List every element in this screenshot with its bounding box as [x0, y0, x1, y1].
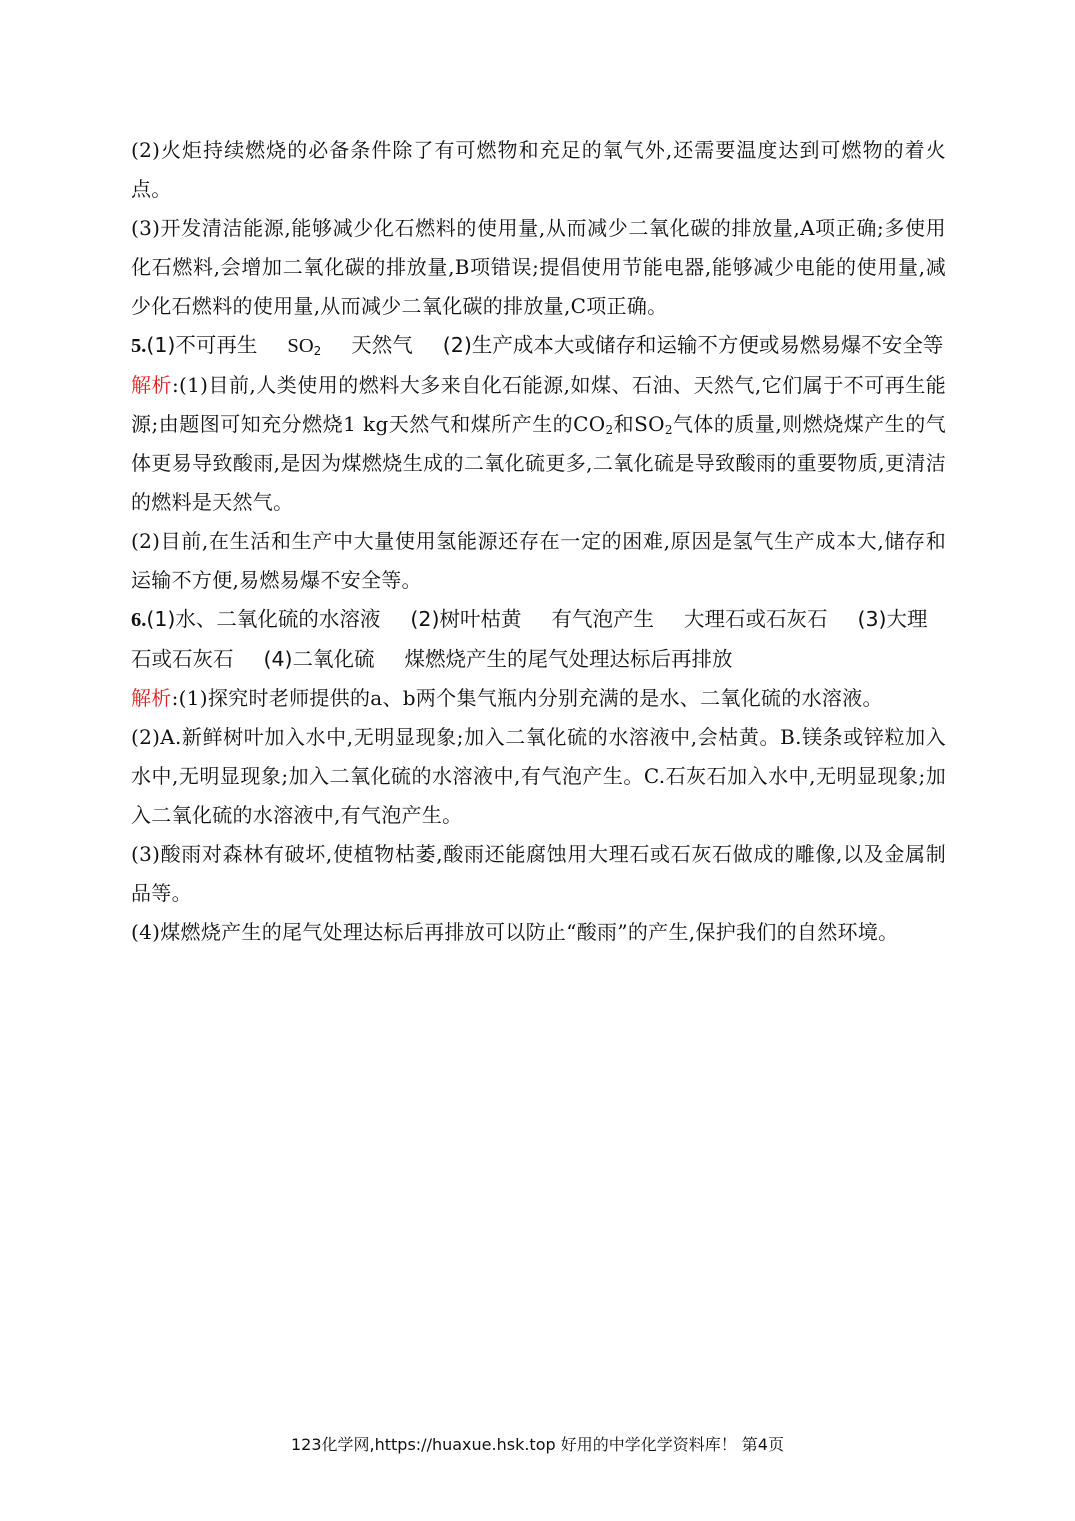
answer-part: (2)生产成本大或储存和运输不方便或易燃易爆不安全等: [442, 333, 944, 357]
page-footer: 123化学网,https://huaxue.hsk.top 好用的中学化学资料库！ 第4页: [290, 1435, 784, 1454]
explanation-q5-2: (2)目前,在生活和生产中大量使用氢能源还存在一定的困难,原因是氢气生产成本大,储存和运输不方便,易燃易爆不安全等。: [131, 529, 946, 592]
paragraph-q4-3: (3)开发清洁能源,能够减少化石燃料的使用量,从而减少二氧化碳的排放量,A项正确;多使用化石燃料,会增加二氧化碳的排放量,B项错误;提倡使用节能电器,能够减少电能的使用量,减少化石燃料的使用量,从而减少二氧化碳的排放量,C项正确。: [131, 216, 946, 318]
answer-part: (1)水、二氧化硫的水溶液: [146, 607, 381, 631]
answer-part: 大理石或石灰石: [683, 607, 828, 631]
answer-part: (3)大理石或石灰石: [131, 607, 928, 671]
answer-part: 有气泡产生: [551, 607, 654, 631]
answer-part: (1)不可再生: [146, 333, 258, 357]
answer-part: 天然气: [351, 333, 413, 357]
answer-part: (4)二氧化硫: [263, 647, 375, 671]
explanation-q6-3: (3)酸雨对森林有破坏,使植物枯萎,酸雨还能腐蚀用大理石或石灰石做成的雕像,以及金属制品等。: [131, 842, 946, 905]
document-body: [131, 131, 946, 952]
explanation-q5-1: 解析:(1)目前,人类使用的燃料大多来自化石能源,如煤、石油、天然气,它们属于不可再生能源;由题图可知充分燃烧1 kg天然气和煤所产生的$CO_2$和$SO_2$气体的质量,则燃烧煤产生的气体更易导致酸雨,是因为煤燃烧生成的二氧化硫更多,二氧化硫是导致酸雨的重要物质,更清洁的燃料是天然气。: [131, 373, 947, 514]
answer-part: $SO_2$: [287, 335, 322, 358]
question-number: 5.: [131, 335, 147, 357]
answer-part: 煤燃烧产生的尾气处理达标后再排放: [404, 647, 733, 671]
explanation-q6-4: (4)煤燃烧产生的尾气处理达标后再排放可以防止“酸雨”的产生,保护我们的自然环境。: [131, 920, 899, 944]
question-number: 6.: [131, 609, 147, 631]
answer-part: (2)树叶枯黄: [410, 607, 522, 631]
answer-q6: [131, 600, 946, 679]
explanation-label: 解析: [131, 373, 172, 397]
paragraph-q4-2: (2)火炬持续燃烧的必备条件除了有可燃物和充足的氧气外,还需要温度达到可燃物的着火点。: [131, 138, 946, 201]
explanation-label: 解析: [131, 686, 172, 710]
explanation-q6-2: (2)A.新鲜树叶加入水中,无明显现象;加入二氧化硫的水溶液中,会枯黄。B.镁条或锌粒加入水中,无明显现象;加入二氧化硫的水溶液中,有气泡产生。C.石灰石加入水中,无明显现象;加入二氧化硫的水溶液中,有气泡产生。: [131, 725, 946, 827]
answer-q5: [131, 326, 946, 366]
explanation-q6-1: 解析:(1)探究时老师提供的a、b两个集气瓶内分别充满的是水、二氧化硫的水溶液。: [131, 686, 883, 710]
